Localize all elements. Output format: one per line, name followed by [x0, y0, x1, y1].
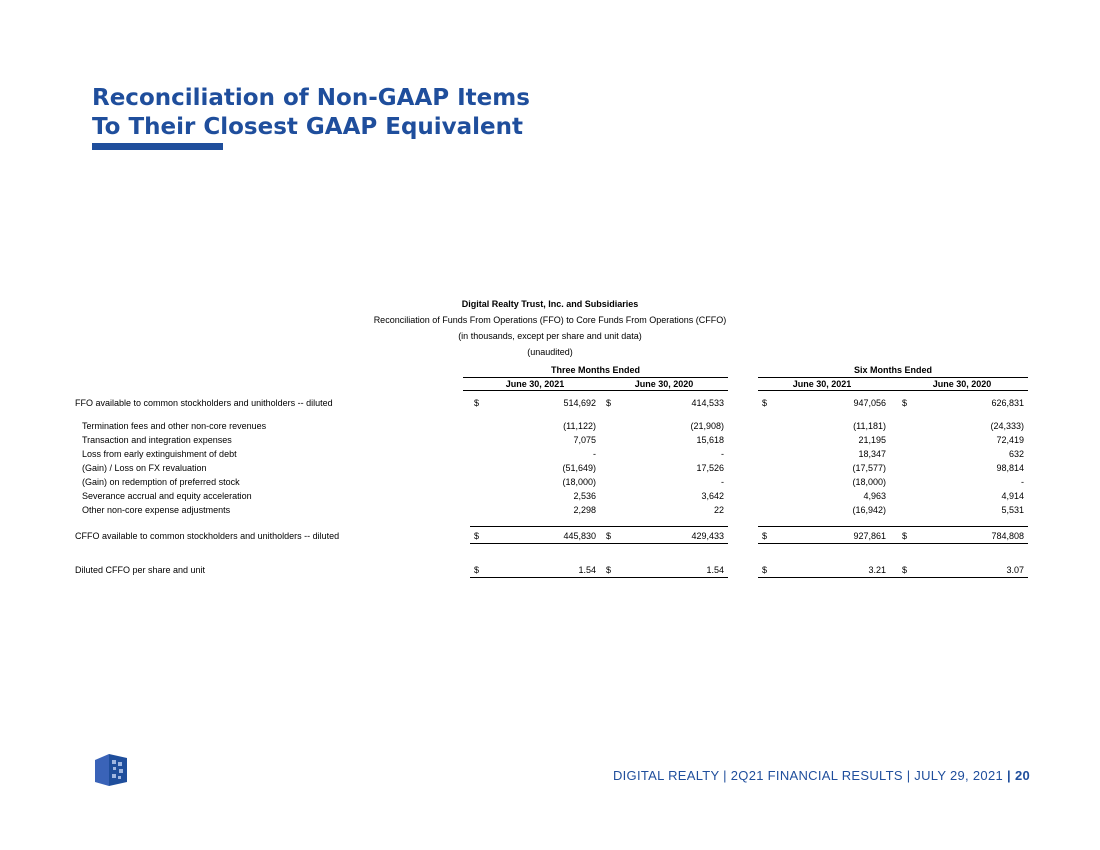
cell-value: 429,433	[691, 531, 724, 541]
row-label: CFFO available to common stockholders and unitholders -- diluted	[75, 531, 340, 541]
cell-value: (24,333)	[990, 421, 1024, 431]
period-header-six-months: Six Months Ended	[853, 365, 932, 375]
period-underline-six-months	[758, 377, 1028, 378]
table-audit-note: (unaudited)	[527, 347, 573, 357]
cell-value: 3.21	[868, 565, 886, 575]
row-label: Loss from early extinguishment of debt	[82, 449, 237, 459]
period-underline-three-months	[463, 377, 728, 378]
cell-value: 784,808	[991, 531, 1024, 541]
header-underline-six-months	[758, 390, 1028, 391]
cell-value: 632	[1008, 449, 1024, 459]
cell-value: 3.07	[1006, 565, 1024, 575]
row-label: Diluted CFFO per share and unit	[75, 565, 206, 575]
currency-symbol: $	[902, 531, 908, 541]
cell-value: -	[721, 449, 724, 459]
cell-value: 1.54	[578, 565, 596, 575]
per-share-underline-six-months	[758, 577, 1028, 578]
cell-value: (18,000)	[852, 477, 886, 487]
cell-value: 4,963	[863, 491, 886, 501]
row-label: Severance accrual and equity acceleration	[82, 491, 252, 501]
table-row	[0, 491, 1100, 505]
currency-symbol: $	[606, 565, 612, 575]
col-header-q2-2021: June 30, 2021	[505, 379, 565, 389]
total-underline-six-months	[758, 543, 1028, 544]
cell-value: 3,642	[701, 491, 724, 501]
title-line-1: Reconciliation of Non-GAAP Items	[92, 85, 530, 111]
title-underline-bar	[92, 143, 223, 150]
col-header-ytd-2020: June 30, 2020	[932, 379, 992, 389]
currency-symbol: $	[474, 398, 480, 408]
total-underline-three-months	[470, 543, 728, 544]
cell-value: 7,075	[573, 435, 596, 445]
cell-value: 445,830	[563, 531, 596, 541]
table-row	[0, 477, 1100, 491]
currency-symbol: $	[474, 531, 480, 541]
cell-value: 2,298	[573, 505, 596, 515]
row-label: (Gain) / Loss on FX revaluation	[82, 463, 207, 473]
currency-symbol: $	[606, 398, 612, 408]
cell-value: (17,577)	[852, 463, 886, 473]
cell-value: 514,692	[563, 398, 596, 408]
currency-symbol: $	[902, 398, 908, 408]
header-underline-three-months	[463, 390, 728, 391]
cell-value: 21,195	[858, 435, 886, 445]
table-subtitle: Reconciliation of Funds From Operations (FFO) to Core Funds From Operations (CFFO)	[373, 315, 727, 325]
table-row	[0, 421, 1100, 435]
page-number: 20	[1014, 768, 1030, 783]
subtotal-line-six-months	[758, 526, 1028, 527]
row-label: Transaction and integration expenses	[82, 435, 232, 445]
period-header-three-months: Three Months Ended	[550, 365, 640, 375]
cell-value: 626,831	[991, 398, 1024, 408]
table-row	[0, 449, 1100, 463]
digital-realty-logo-icon	[95, 752, 129, 793]
cell-value: 1.54	[706, 565, 724, 575]
cell-value: (18,000)	[562, 477, 596, 487]
cell-value: 18,347	[858, 449, 886, 459]
table-row-ffo	[0, 398, 1100, 412]
cell-value: 15,618	[696, 435, 724, 445]
currency-symbol: $	[606, 531, 612, 541]
currency-symbol: $	[902, 565, 908, 575]
currency-symbol: $	[474, 565, 480, 575]
cell-value: (51,649)	[562, 463, 596, 473]
title-line-2: To Their Closest GAAP Equivalent	[92, 114, 524, 140]
cell-value: 4,914	[1001, 491, 1024, 501]
table-header	[0, 296, 1100, 360]
row-label: Other non-core expense adjustments	[82, 505, 231, 515]
cell-value: 927,861	[853, 531, 886, 541]
cell-value: 5,531	[1001, 505, 1024, 515]
table-units-note: (in thousands, except per share and unit data)	[458, 331, 642, 341]
table-row	[0, 463, 1100, 477]
cell-value: (11,181)	[853, 421, 886, 431]
table-company-name: Digital Realty Trust, Inc. and Subsidiaries	[461, 299, 639, 309]
page-title	[92, 84, 530, 142]
footer-text: DIGITAL REALTY | 2Q21 FINANCIAL RESULTS | JULY 29, 2021	[612, 768, 1003, 783]
cell-value: 22	[713, 505, 724, 515]
cell-value: (16,942)	[852, 505, 886, 515]
cell-value: 414,533	[691, 398, 724, 408]
footer-separator: |	[1007, 768, 1011, 783]
per-share-underline-three-months	[470, 577, 728, 578]
currency-symbol: $	[762, 565, 768, 575]
col-header-ytd-2021: June 30, 2021	[792, 379, 852, 389]
row-label: FFO available to common stockholders and unitholders -- diluted	[75, 398, 333, 408]
table-row	[0, 435, 1100, 449]
col-header-q2-2020: June 30, 2020	[634, 379, 694, 389]
row-label: (Gain) on redemption of preferred stock	[82, 477, 240, 487]
cell-value: 72,419	[996, 435, 1024, 445]
cell-value: (21,908)	[690, 421, 724, 431]
cell-value: 2,536	[573, 491, 596, 501]
table-row	[0, 505, 1100, 519]
currency-symbol: $	[762, 398, 768, 408]
subtotal-line-three-months	[470, 526, 728, 527]
currency-symbol: $	[762, 531, 768, 541]
cell-value: -	[593, 449, 596, 459]
cell-value: 947,056	[853, 398, 886, 408]
row-label: Termination fees and other non-core revenues	[82, 421, 267, 431]
footer-caption	[613, 768, 1030, 783]
cell-value: -	[721, 477, 724, 487]
cell-value: 98,814	[996, 463, 1024, 473]
cell-value: (11,122)	[563, 421, 596, 431]
cell-value: -	[1021, 477, 1024, 487]
cell-value: 17,526	[696, 463, 724, 473]
